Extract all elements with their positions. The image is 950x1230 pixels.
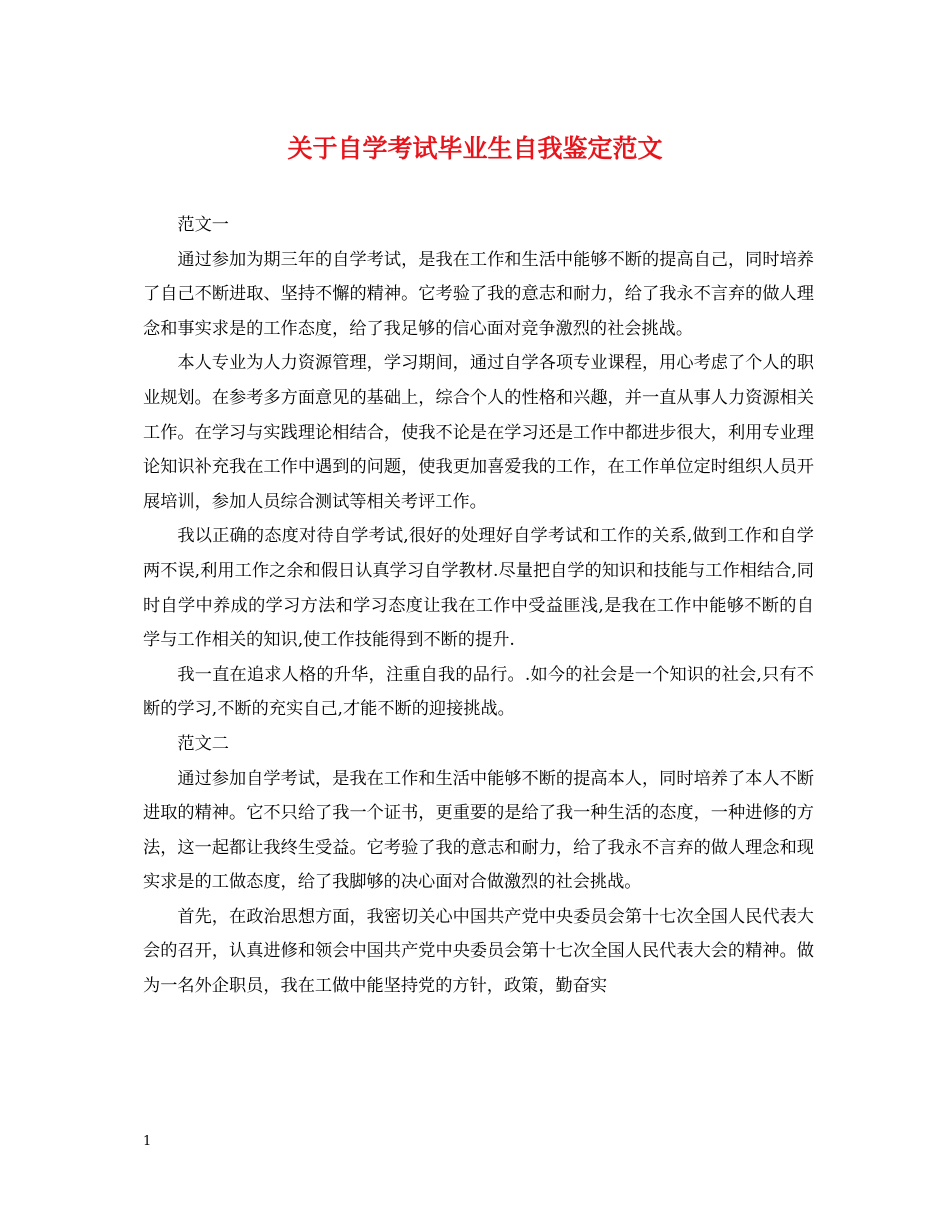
paragraph: 我一直在追求人格的升华，注重自我的品行。.如今的社会是一个知识的社会,只有不断的学习,不断的充实自己,才能不断的迎接挑战。: [143, 664, 814, 720]
paragraph: 通过参加为期三年的自学考试，是我在工作和生活中能够不断的提高自己，同时培养了自己不断进取、坚持不懈的精神。它考验了我的意志和耐力，给了我永不言弃的做人理念和事实求是的工作态度，给了我足够的信心面对竞争激烈的社会挑战。: [143, 249, 814, 339]
section-heading-2: 范文二: [177, 733, 229, 754]
document-body: [143, 208, 814, 1004]
paragraph: 本人专业为人力资源管理，学习期间，通过自学各项专业课程，用心考虑了个人的职业规划。在参考多方面意见的基础上，综合个人的性格和兴趣，并一直从事人力资源相关工作。在学习与实践理论相结合，使我不论是在学习还是工作中都进步很大，利用专业理论知识补充我在工作中遇到的问题，使我更加喜爱我的工作，在工作单位定时组织人员开展培训，参加人员综合测试等相关考评工作。: [143, 353, 814, 512]
paragraph: 首先，在政治思想方面，我密切关心中国共产党中央委员会第十七次全国人民代表大会的召开，认真进修和领会中国共产党中央委员会第十七次全国人民代表大会的精神。做为一名外企职员，我在工做中能坚持党的方针，政策，勤奋实: [143, 906, 814, 997]
paragraph: 我以正确的态度对待自学考试,很好的处理好自学考试和工作的关系,做到工作和自学两不误,利用工作之余和假日认真学习自学教材.尽量把自学的知识和技能与工作相结合,同时自学中养成的学习方法和学习态度让我在工作中受益匪浅,是我在工作中能够不断的自学与工作相关的知识,使工作技能得到不断的提升.: [143, 526, 814, 651]
page-number: 1: [143, 1134, 152, 1149]
section-heading-1: 范文一: [177, 215, 229, 235]
paragraph: 通过参加自学考试，是我在工作和生活中能够不断的提高本人，同时培养了本人不断进取的精神。它不只给了我一个证书，更重要的是给了我一种生活的态度，一种进修的方法，这一起都让我终生受益。它考验了我的意志和耐力，给了我永不言弃的做人理念和现实求是的工做态度，给了我脚够的决心面对合做激烈的社会挑战。: [143, 768, 814, 893]
document-title: 关于自学考试毕业生自我鉴定范文: [287, 134, 663, 163]
